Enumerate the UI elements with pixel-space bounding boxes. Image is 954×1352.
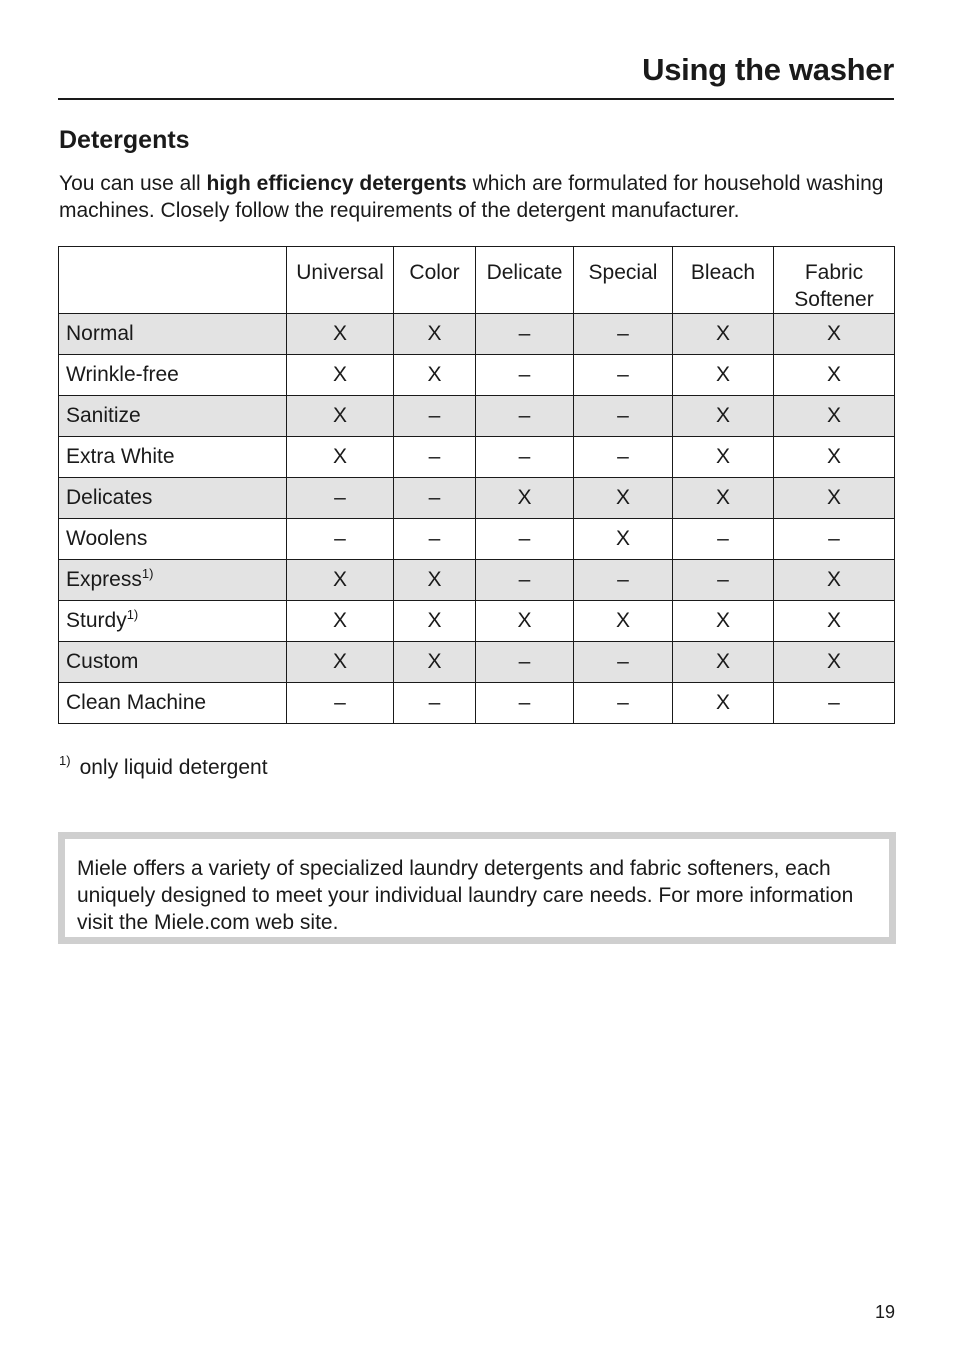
- table-cell: X: [287, 601, 394, 642]
- table-cell: X: [673, 601, 774, 642]
- row-label-text: Normal: [66, 322, 134, 345]
- intro-paragraph: [59, 170, 899, 224]
- table-cell: –: [673, 519, 774, 560]
- table-cell: –: [476, 642, 574, 683]
- table-cell: –: [673, 560, 774, 601]
- table-cell: –: [574, 396, 673, 437]
- page-title: Using the washer: [642, 52, 894, 87]
- column-header: Bleach: [673, 247, 774, 314]
- table-row: [59, 683, 895, 724]
- intro-suffix: which are formulated for household washing machines. Closely follow the requirements of the detergent manufacturer.: [59, 172, 884, 222]
- table-cell: X: [287, 437, 394, 478]
- table-cell: –: [574, 437, 673, 478]
- row-label: [59, 683, 287, 724]
- table-cell: X: [287, 396, 394, 437]
- table-cell: X: [673, 355, 774, 396]
- row-label: [59, 355, 287, 396]
- table-row: [59, 355, 895, 396]
- table-cell: –: [394, 437, 476, 478]
- table-cell: X: [774, 437, 895, 478]
- table-cell: X: [774, 601, 895, 642]
- table-cell: –: [476, 683, 574, 724]
- table-cell: –: [574, 355, 673, 396]
- table-cell: X: [774, 396, 895, 437]
- row-label-text: Delicates: [66, 486, 153, 509]
- row-label-text: Extra White: [66, 445, 175, 468]
- table-cell: X: [287, 355, 394, 396]
- row-label: [59, 560, 287, 601]
- table-cell: X: [774, 355, 895, 396]
- table-header-row: [59, 247, 895, 314]
- detergent-table: [58, 246, 895, 724]
- table-cell: –: [476, 560, 574, 601]
- row-label: [59, 478, 287, 519]
- table-cell: X: [574, 478, 673, 519]
- table-cell: X: [673, 437, 774, 478]
- column-header-text: Fabric Softener: [794, 261, 874, 311]
- column-header: [774, 247, 895, 314]
- table-row: [59, 437, 895, 478]
- table-cell: X: [673, 478, 774, 519]
- table-cell: –: [287, 683, 394, 724]
- table-cell: X: [774, 642, 895, 683]
- page-number: 19: [874, 1302, 895, 1322]
- table-cell: –: [476, 314, 574, 355]
- table-row: [59, 642, 895, 683]
- section-heading: Detergents: [59, 126, 190, 154]
- row-label-text: Wrinkle-free: [66, 363, 179, 386]
- table-cell: X: [673, 683, 774, 724]
- intro-bold: high efficiency detergents: [206, 172, 467, 195]
- table-cell: –: [476, 437, 574, 478]
- table-cell: –: [394, 683, 476, 724]
- table-cell: –: [574, 642, 673, 683]
- page-header: [58, 50, 894, 100]
- row-label-text: Woolens: [66, 527, 148, 550]
- table-cell: –: [476, 396, 574, 437]
- row-label: [59, 437, 287, 478]
- table-row: [59, 396, 895, 437]
- row-label: [59, 642, 287, 683]
- note-box: [58, 832, 896, 944]
- table-cell: X: [574, 601, 673, 642]
- row-label: [59, 396, 287, 437]
- footnote: [59, 753, 268, 780]
- table-cell: X: [287, 642, 394, 683]
- table-cell: X: [394, 642, 476, 683]
- table-row: [59, 478, 895, 519]
- column-header: Color: [394, 247, 476, 314]
- table-cell: X: [394, 560, 476, 601]
- table-cell: X: [774, 560, 895, 601]
- row-label-text: Express: [66, 568, 142, 591]
- table-row: [59, 601, 895, 642]
- table-cell: –: [287, 519, 394, 560]
- table-cell: X: [287, 560, 394, 601]
- table-row: [59, 314, 895, 355]
- table-cell: X: [673, 314, 774, 355]
- table-cell: –: [774, 519, 895, 560]
- row-label-text: Clean Machine: [66, 691, 207, 714]
- table-cell: –: [574, 560, 673, 601]
- table-cell: –: [394, 519, 476, 560]
- column-header: Special: [574, 247, 673, 314]
- row-label-text: Sturdy: [66, 609, 127, 632]
- row-label: [59, 519, 287, 560]
- table-cell: –: [476, 519, 574, 560]
- intro-prefix: You can use all: [59, 172, 207, 195]
- table-cell: X: [476, 478, 574, 519]
- column-header: Delicate: [476, 247, 574, 314]
- table-cell: X: [287, 314, 394, 355]
- footnote-reference: 1): [126, 607, 139, 622]
- footnote-reference: 1): [141, 566, 154, 581]
- table-cell: –: [476, 355, 574, 396]
- table-cell: –: [287, 478, 394, 519]
- note-text: Miele offers a variety of specialized laundry detergents and fabric softeners, each uniquely designed to meet your individual laundry care needs. For more information visit the Miele.com web site.: [65, 839, 889, 937]
- table-cell: X: [673, 642, 774, 683]
- table-cell: X: [394, 601, 476, 642]
- table-cell: –: [774, 683, 895, 724]
- table-cell: X: [574, 519, 673, 560]
- table-cell: X: [774, 478, 895, 519]
- table-body: [59, 314, 895, 724]
- row-label-text: Custom: [66, 650, 139, 673]
- table-cell: X: [673, 396, 774, 437]
- footnote-text: only liquid detergent: [79, 756, 268, 779]
- table-row: [59, 560, 895, 601]
- header-empty-cell: [59, 247, 287, 314]
- table-cell: –: [574, 683, 673, 724]
- row-label-text: Sanitize: [66, 404, 141, 427]
- table-cell: X: [476, 601, 574, 642]
- table-cell: –: [574, 314, 673, 355]
- table-cell: X: [774, 314, 895, 355]
- table-cell: –: [394, 396, 476, 437]
- row-label: [59, 601, 287, 642]
- table-cell: X: [394, 355, 476, 396]
- table-cell: –: [394, 478, 476, 519]
- column-header: Universal: [287, 247, 394, 314]
- footnote-mark: 1): [59, 753, 71, 768]
- table-row: [59, 519, 895, 560]
- row-label: [59, 314, 287, 355]
- table-cell: X: [394, 314, 476, 355]
